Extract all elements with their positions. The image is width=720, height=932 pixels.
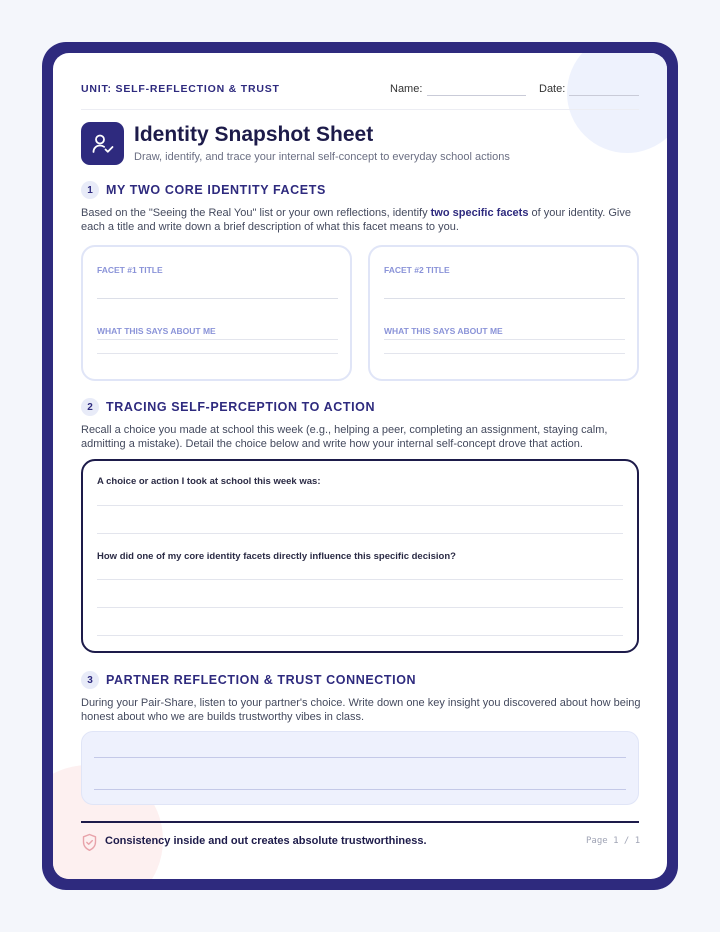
section-3-title: PARTNER REFLECTION & TRUST CONNECTION [106,673,417,687]
influence-answer-line[interactable] [97,607,623,608]
footer-quote: Consistency inside and out creates absolute trustworthiness. [105,835,427,847]
influence-prompt: How did one of my core identity facets directly influence this specific decision? [97,551,456,562]
action-answer-line[interactable] [97,505,623,506]
facet-1-title-line[interactable] [97,298,338,299]
section-2-description: Recall a choice you made at school this week (e.g., helping a peer, completing an assignment, staying calm, admitting a mistake). Detail the choice below and write how your internal self-concept drove that action. [81,424,608,450]
action-response-box [81,459,639,653]
name-label: Name: [390,83,423,95]
facet-2-title-line[interactable] [384,298,625,299]
facet-1-title-label: FACET #1 TITLE [97,265,163,275]
partner-answer-line[interactable] [94,757,626,758]
facet-1-desc-line[interactable] [97,353,338,354]
facet-2-desc-line[interactable] [384,353,625,354]
page-frame [42,42,678,890]
influence-answer-line[interactable] [97,635,623,636]
influence-answer-line[interactable] [97,579,623,580]
partner-response-box [81,731,639,805]
date-field[interactable] [569,95,639,96]
facet-card-2 [368,245,639,381]
shield-check-icon [81,833,98,857]
facet-1-desc-label: WHAT THIS SAYS ABOUT ME [97,326,216,336]
action-answer-line[interactable] [97,533,623,534]
section-2-title: TRACING SELF-PERCEPTION TO ACTION [106,400,376,414]
section-1-title: MY TWO CORE IDENTITY FACETS [106,183,326,197]
footer-divider [81,821,639,823]
section-1-description: Based on the "Seeing the Real You" list or your own reflections, identify two specific facets of your identity. Give each a title and write down a brief description of what this facet means to you. [81,207,631,233]
facet-2-desc-label: WHAT THIS SAYS ABOUT ME [384,326,503,336]
facet-2-desc-line[interactable] [384,339,625,340]
name-field[interactable] [427,95,526,96]
page-title: Identity Snapshot Sheet [134,123,374,146]
unit-label: UNIT: SELF-REFLECTION & TRUST [81,83,280,95]
page-number: Page 1 / 1 [586,836,641,846]
page-subtitle: Draw, identify, and trace your internal self-concept to everyday school actions [134,151,510,163]
section-2-number: 2 [81,398,99,416]
action-prompt: A choice or action I took at school this week was: [97,476,321,487]
header-divider [81,109,639,110]
facet-card-1 [81,245,352,381]
facet-2-title-label: FACET #2 TITLE [384,265,450,275]
date-label: Date: [539,83,566,95]
section-3-number: 3 [81,671,99,689]
section-3-description: During your Pair-Share, listen to your partner's choice. Write down one key insight you discovered about how being honest about who we are builds trustworthy vibes in class. [81,697,641,723]
user-check-icon [81,122,124,165]
section-1-number: 1 [81,181,99,199]
partner-answer-line[interactable] [94,789,626,790]
decor-circle-top [567,53,667,153]
worksheet [53,53,667,879]
facet-1-desc-line[interactable] [97,339,338,340]
